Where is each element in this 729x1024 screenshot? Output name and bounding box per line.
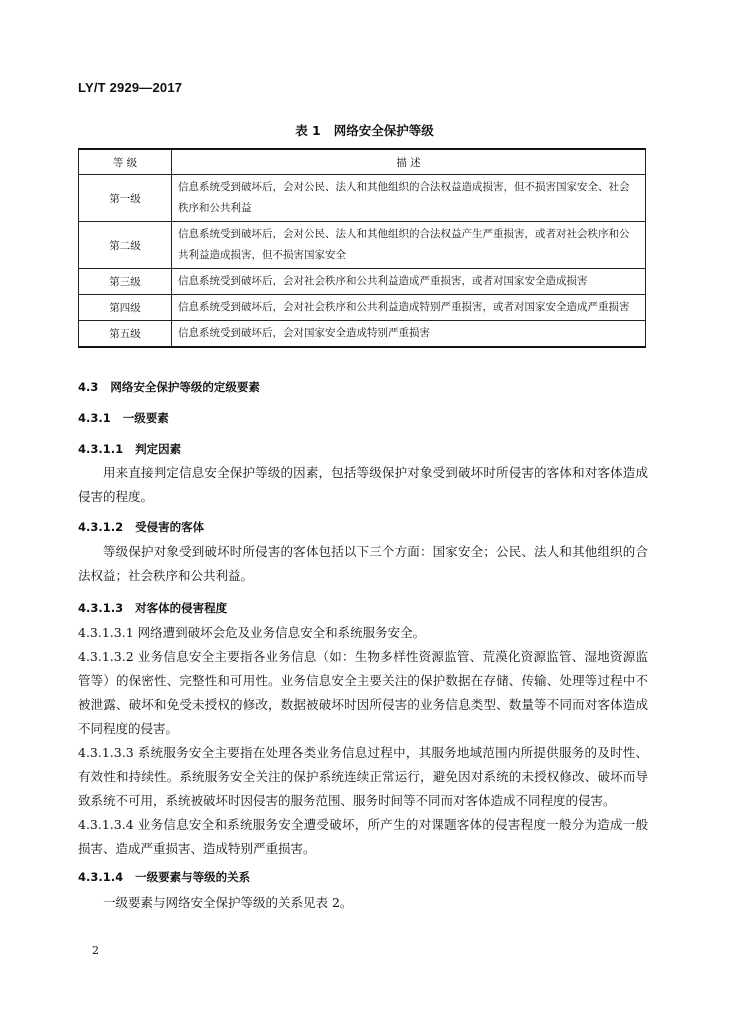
header-level: 等 级: [79, 149, 172, 175]
table-row: [79, 269, 646, 295]
level-cell: 第一级: [79, 175, 172, 222]
paragraph-4-3-1-3-2: 4.3.1.3.2 业务信息安全主要指各业务信息（如：生物多样性资源监管、荒漠化资源监管、湿地资源监管等）的保密性、完整性和可用性。业务信息安全主要关注的保护数据在存储、传输、处理等过程中不被泄露、破坏和免受未授权的修改，数据被破坏时因所侵害的业务信息类型、数量等不同而对客体造成不同程度的侵害。: [78, 649, 648, 736]
description-cell: 信息系统受到破坏后，会对公民、法人和其他组织的合法权益造成损害，但不损害国家安全、社会秩序和公共利益: [172, 175, 646, 222]
paragraph-4-3-1-3-4: 4.3.1.3.4 业务信息安全和系统服务安全遭受破坏，所产生的对课题客体的侵害程度一般分为造成一般损害、造成严重损害、造成特别严重损害。: [78, 817, 648, 856]
description-cell: 信息系统受到破坏后，会对社会秩序和公共利益造成严重损害，或者对国家安全造成损害: [172, 269, 646, 295]
description-cell: 信息系统受到破坏后，会对国家安全造成特别严重损害: [172, 321, 646, 348]
section-heading-4-3-1-2: 4.3.1.2 受侵害的客体: [78, 520, 205, 534]
section-heading-4-3-1-3: 4.3.1.3 对客体的侵害程度: [78, 601, 228, 615]
table-row: [79, 222, 646, 269]
header-description: 描 述: [172, 149, 646, 175]
paragraph-4-3-1-3-3: 4.3.1.3.3 系统服务安全主要指在处理各类业务信息过程中，其服务地域范围内所提供服务的及时性、有效性和持续性。系统服务安全关注的保护系统连续正常运行，避免因对系统的未授权修改、破坏而导致系统不可用，系统被破坏时因侵害的服务范围、服务时间等不同而对客体造成不同程度的侵害。: [78, 745, 648, 808]
level-cell: 第四级: [79, 295, 172, 321]
paragraph-4-3-1-1: 用来直接判定信息安全保护等级的因素，包括等级保护对象受到破坏时所侵害的客体和对客体造成侵害的程度。: [78, 465, 648, 504]
level-cell: 第二级: [79, 222, 172, 269]
document-code: LY/T 2929—2017: [78, 80, 183, 95]
table-header-row: [79, 149, 646, 175]
paragraph-4-3-1-4: 一级要素与网络安全保护等级的关系见表 2。: [103, 895, 353, 910]
section-heading-4-3: 4.3 网络安全保护等级的定级要素: [78, 380, 260, 394]
table-row: [79, 321, 646, 348]
table-row: [79, 175, 646, 222]
paragraph-4-3-1-3-1: 4.3.1.3.1 网络遭到破坏会危及业务信息安全和系统服务安全。: [78, 625, 426, 640]
table-row: [79, 295, 646, 321]
section-heading-4-3-1: 4.3.1 一级要素: [78, 411, 169, 425]
description-cell: 信息系统受到破坏后，会对社会秩序和公共利益造成特别严重损害，或者对国家安全造成严重损害: [172, 295, 646, 321]
table-title: 表 1 网络安全保护等级: [295, 123, 434, 138]
page-number: 2: [92, 944, 99, 957]
level-cell: 第三级: [79, 269, 172, 295]
level-cell: 第五级: [79, 321, 172, 348]
protection-level-table: [78, 148, 646, 348]
section-heading-4-3-1-4: 4.3.1.4 一级要素与等级的关系: [78, 870, 251, 884]
paragraph-4-3-1-2: 等级保护对象受到破坏时所侵害的客体包括以下三个方面：国家安全；公民、法人和其他组织的合法权益；社会秩序和公共利益。: [78, 544, 648, 583]
section-heading-4-3-1-1: 4.3.1.1 判定因素: [78, 442, 182, 456]
description-cell: 信息系统受到破坏后，会对公民、法人和其他组织的合法权益产生严重损害，或者对社会秩序和公共利益造成损害，但不损害国家安全: [172, 222, 646, 269]
